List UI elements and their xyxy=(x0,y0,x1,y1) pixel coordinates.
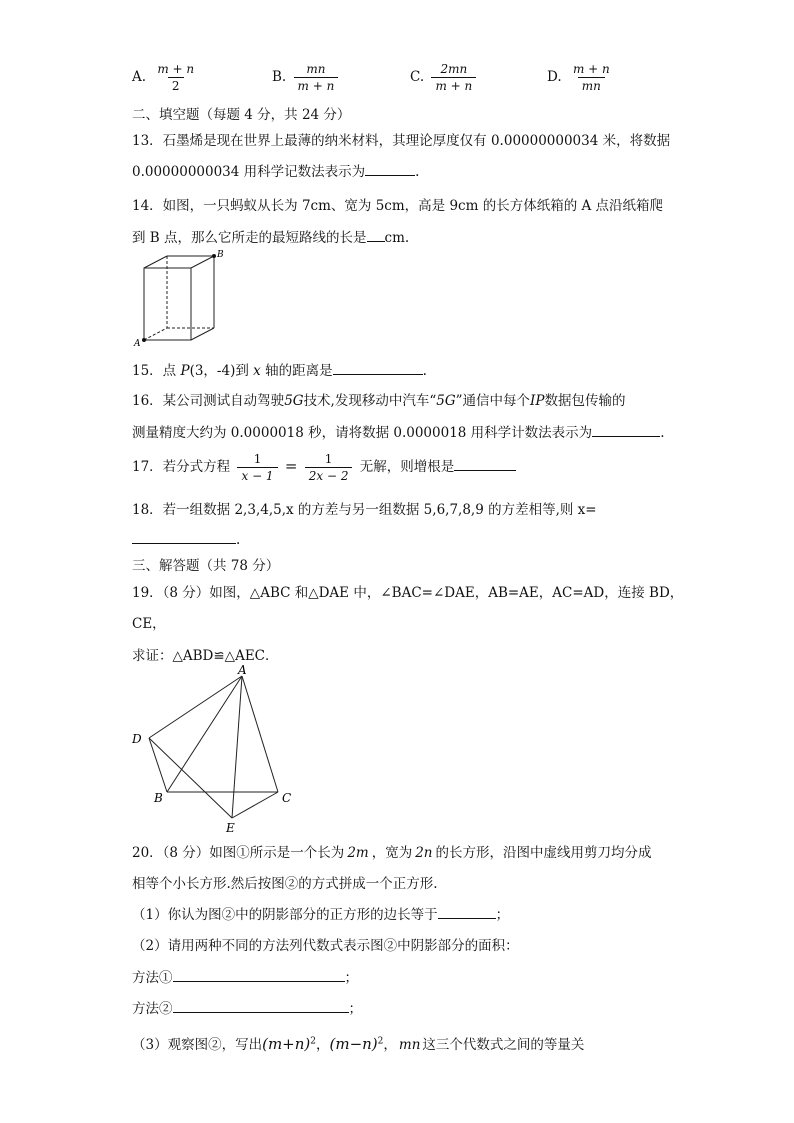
q16-text-d: 数据包传输的 xyxy=(544,393,626,409)
q17-f2-numerator: 1 xyxy=(324,452,333,466)
point-b-dot xyxy=(212,254,216,258)
q20-method1 xyxy=(132,966,358,986)
point-a-dot xyxy=(142,338,146,342)
q15-point-p: P xyxy=(180,363,190,379)
q20-comma-2: ， xyxy=(383,1037,397,1053)
segment-ce xyxy=(232,792,278,818)
q14-unit: cm. xyxy=(384,230,410,246)
q20-2n: 2n xyxy=(415,845,433,861)
q19-line2: CE， xyxy=(132,616,166,632)
q17-line xyxy=(132,452,516,483)
choice-b-label: B. xyxy=(272,69,287,85)
triangle-figure xyxy=(128,664,298,836)
q20-sub1 xyxy=(132,903,509,923)
q18-answer-blank xyxy=(132,529,236,544)
cuboid-edge-top-right xyxy=(191,256,214,268)
q18-line1: 18．若一组数据 2,3,4,5,x 的方差与另一组数据 5,6,7,8,9 的方差相等,则 x= xyxy=(132,502,597,518)
q20-sub3-text: （3）观察图②，写出 xyxy=(132,1037,263,1053)
q20-method2 xyxy=(132,997,362,1017)
q20-sub1-semicolon: ； xyxy=(495,907,510,923)
q20-expr-mn: mn xyxy=(398,1037,421,1053)
segment-ac xyxy=(242,676,278,792)
q20-comma-1: ， xyxy=(316,1037,330,1053)
q15-text-c: 轴的距离是 xyxy=(260,363,333,379)
vertex-label-e: E xyxy=(226,821,235,835)
vertex-label-a: A xyxy=(238,664,247,677)
choice-a-numerator: m + n xyxy=(157,62,195,76)
q20-text-b: ，宽为 xyxy=(371,845,413,861)
q20-text-a: 20．（8 分）如图①所示是一个长为 xyxy=(132,845,345,861)
q14-line1: 14．如图，一只蚂蚁从长为 7cm、宽为 5cm，高是 9cm 的长方体纸箱的 A 点沿纸箱爬 xyxy=(132,198,664,214)
q16-ip: IP xyxy=(530,393,545,409)
q20-line1 xyxy=(132,841,652,861)
vertex-label-d: D xyxy=(132,732,142,746)
vertex-label-c: C xyxy=(282,791,292,805)
q16-line1 xyxy=(132,389,625,409)
q16-line2 xyxy=(132,421,664,441)
choice-b-numerator: mn xyxy=(306,62,326,76)
q15-period: . xyxy=(422,363,427,379)
q15-x: x xyxy=(253,363,261,379)
q14-line2 xyxy=(132,226,409,246)
q20-sub3 xyxy=(132,1033,584,1053)
q20-method1-blank xyxy=(173,967,345,982)
vertex-label-b: B xyxy=(154,791,163,805)
choice-c-numerator: 2mn xyxy=(440,62,468,76)
q20-method1-label: 方法① xyxy=(132,970,173,986)
q16-5g-1: 5G xyxy=(284,393,304,409)
q20-method1-semicolon: ； xyxy=(344,970,358,986)
q18-line2 xyxy=(132,529,240,548)
q16-text-b: 技术,发现移动中汽车“ xyxy=(303,393,437,409)
choice-d-numerator: m + n xyxy=(572,62,610,76)
q15-answer-blank xyxy=(333,360,423,375)
segment-ab xyxy=(167,676,242,792)
q20-method2-blank xyxy=(173,998,349,1013)
q20-line2: 相等个小长方形.然后按图②的方式拼成一个正方形. xyxy=(132,876,438,892)
section-2-title: 二、填空题（每题 4 分，共 24 分） xyxy=(132,107,351,123)
cuboid-edge-top-left xyxy=(144,256,167,268)
q20-sub1-blank xyxy=(438,904,496,919)
q17-text-a: 17．若分式方程 xyxy=(132,459,231,475)
q20-expr-diff-exponent: 2 xyxy=(377,1036,384,1047)
section-3-title: 三、解答题（共 78 分） xyxy=(132,558,280,574)
q20-method2-label: 方法② xyxy=(132,1001,173,1017)
cuboid-edge-bottom-right xyxy=(191,328,214,340)
choice-d-denominator: mn xyxy=(578,77,605,93)
choice-c-label: C. xyxy=(410,69,425,85)
q20-2m: 2m xyxy=(347,845,369,861)
q14-text: 到 B 点，那么它所走的最短路线的长是 xyxy=(132,230,367,246)
cuboid-label-a: A xyxy=(134,339,141,348)
q18-period: . xyxy=(236,532,241,548)
segment-ad xyxy=(149,676,242,738)
choice-b xyxy=(272,62,341,93)
q17-f1-numerator: 1 xyxy=(253,452,262,466)
q20-expr-sum-exponent: 2 xyxy=(310,1036,316,1047)
q17-fraction-2 xyxy=(305,452,353,483)
q16-text-e: 测量精度大约为 0.0000018 秒，请将数据 0.0000018 用科学计数法表示为 xyxy=(132,425,593,441)
q17-fraction-1 xyxy=(237,452,277,483)
q13-period: . xyxy=(415,164,420,180)
q16-period: . xyxy=(660,425,665,441)
q20-expr-diff: (m−n) xyxy=(329,1035,378,1053)
choice-c-fraction xyxy=(431,62,476,93)
q15-text-b: (3，-4)到 xyxy=(189,363,254,379)
q13-line2 xyxy=(132,160,419,180)
choice-c-denominator: m + n xyxy=(431,77,476,93)
q16-text-c: ”通信中每个 xyxy=(455,393,531,409)
cuboid-label-b: B xyxy=(217,250,224,260)
q20-sub3-text-b: 这三个代数式之间的等量关 xyxy=(422,1037,585,1053)
q17-text-b: 无解，则增根是 xyxy=(359,459,455,475)
q20-sub1-text: （1）你认为图②中的阴影部分的正方形的边长等于 xyxy=(132,907,438,923)
segment-ae xyxy=(232,676,242,818)
q17-equals: = xyxy=(284,457,298,475)
q17-f2-denominator: 2x − 2 xyxy=(305,467,353,483)
q16-text-a: 16．某公司测试自动驾驶 xyxy=(132,393,285,409)
q20-method2-semicolon: ； xyxy=(348,1001,362,1017)
q20-sub2: （2）请用两种不同的方法列代数式表示图②中阴影部分的面积： xyxy=(132,938,519,954)
q15-line xyxy=(132,359,427,379)
choice-b-fraction xyxy=(294,62,339,93)
q19-line3: 求证：△ABD≌△AEC． xyxy=(132,648,279,664)
q16-5g-2: 5G xyxy=(436,393,456,409)
q15-text-a: 15．点 xyxy=(132,363,181,379)
choice-a-denominator: 2 xyxy=(168,77,184,93)
choice-b-denominator: m + n xyxy=(294,77,339,93)
q17-answer-blank xyxy=(454,456,516,471)
choice-d-fraction xyxy=(569,62,614,93)
q17-f1-denominator: x − 1 xyxy=(237,467,277,483)
choice-d xyxy=(547,62,617,93)
segment-de xyxy=(149,738,232,818)
q13-answer-blank xyxy=(365,161,415,176)
q20-expr-sum: (m+n) xyxy=(262,1035,311,1053)
q19-line1: 19．（8 分）如图，△ABC 和△DAE 中，∠BAC=∠DAE，AB=AE，AC=AD，连接 BD， xyxy=(132,585,684,601)
cuboid-figure xyxy=(130,248,230,348)
cuboid-hidden-edge-bottom xyxy=(144,328,167,340)
choice-a-label: A. xyxy=(132,69,147,85)
q14-answer-blank xyxy=(367,227,385,242)
q13-line1: 13．石墨烯是现在世界上最薄的纳米材料，其理论厚度仅有 0.00000000034 米，将数据 xyxy=(132,133,671,149)
choice-a-fraction xyxy=(153,62,198,93)
choice-c xyxy=(410,62,479,93)
choice-d-label: D. xyxy=(547,69,562,85)
choice-a xyxy=(132,62,201,93)
q16-answer-blank xyxy=(592,422,660,437)
q20-text-c: 的长方形，沿图中虚线用剪刀均分成 xyxy=(435,845,652,861)
q13-text: 0.00000000034 用科学记数法表示为 xyxy=(132,164,366,180)
